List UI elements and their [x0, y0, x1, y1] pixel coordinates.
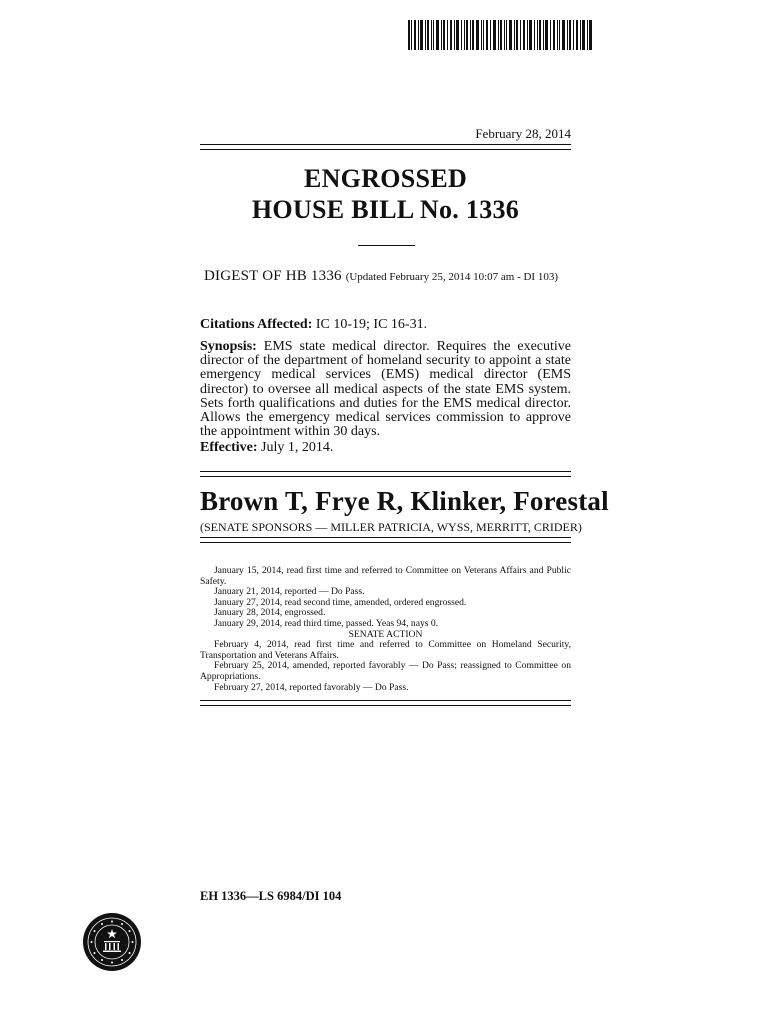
digest-heading [204, 268, 558, 285]
divider [200, 700, 571, 701]
divider [200, 149, 571, 150]
bill-code: EH 1336—LS 6984/DI 104 [200, 889, 342, 903]
citations-affected [200, 318, 571, 332]
history-entry: January 21, 2014, reported — Do Pass. [214, 586, 365, 598]
divider [200, 471, 571, 472]
bill-title-line1: ENGROSSED [303, 164, 468, 193]
history-entry: January 27, 2014, read second time, amended, ordered engrossed. [214, 596, 467, 608]
state-seal-icon [82, 912, 142, 972]
history-entry: January 28, 2014, engrossed. [214, 607, 326, 619]
legislative-history [200, 566, 571, 693]
history-entry: February 25, 2014, amended, reported favorably — Do Pass; reassigned to Committee on Appropriations. [200, 660, 571, 682]
divider [200, 537, 571, 538]
barcode [408, 20, 592, 50]
bill-title-line2: HOUSE BILL No. 1336 [251, 195, 520, 224]
history-entry: January 29, 2014, read third time, passed. Yeas 94, nays 0. [214, 617, 439, 629]
digest-updated: (Updated February 25, 2014 10:07 am - DI 103) [345, 271, 559, 283]
senate-sponsors: (SENATE SPONSORS — MILLER PATRICIA, WYSS, MERRITT, CRIDER) [200, 520, 582, 534]
bill-authors: Brown T, Frye R, Klinker, Forestal [200, 486, 609, 516]
digest-label: DIGEST OF HB 1336 [204, 268, 342, 284]
senate-action-heading: SENATE ACTION [348, 628, 423, 640]
divider [200, 144, 571, 145]
divider [200, 542, 571, 543]
history-entry: February 27, 2014, reported favorably — Do Pass. [214, 681, 409, 693]
divider [200, 705, 571, 706]
history-entry: January 15, 2014, read first time and referred to Committee on Veterans Affairs and Public Safety. [200, 565, 571, 587]
short-divider [358, 245, 415, 246]
effective-date [200, 441, 571, 455]
citations-label: Citations Affected: [200, 317, 313, 332]
history-entry: February 4, 2014, read first time and referred to Committee on Homeland Security, Transportation and Veterans Affairs. [200, 639, 571, 661]
synopsis-label: Synopsis: [200, 339, 257, 354]
effective-value: July 1, 2014. [261, 440, 334, 455]
bill-date: February 28, 2014 [475, 126, 571, 141]
citations-value: IC 10-19; IC 16-31. [315, 317, 428, 332]
effective-label: Effective: [200, 440, 258, 455]
synopsis [200, 340, 571, 439]
divider [200, 476, 571, 477]
synopsis-text: EMS state medical director. Requires the executive director of the department of homeland security to appoint a state emergency medical services (EMS) medical director (EMS director) to oversee all medical aspects of the state EMS system. Sets forth qualifications and duties for the EMS medical director. Allows the emergency medical services commission to approve the appointment within 30 days. [200, 339, 571, 440]
